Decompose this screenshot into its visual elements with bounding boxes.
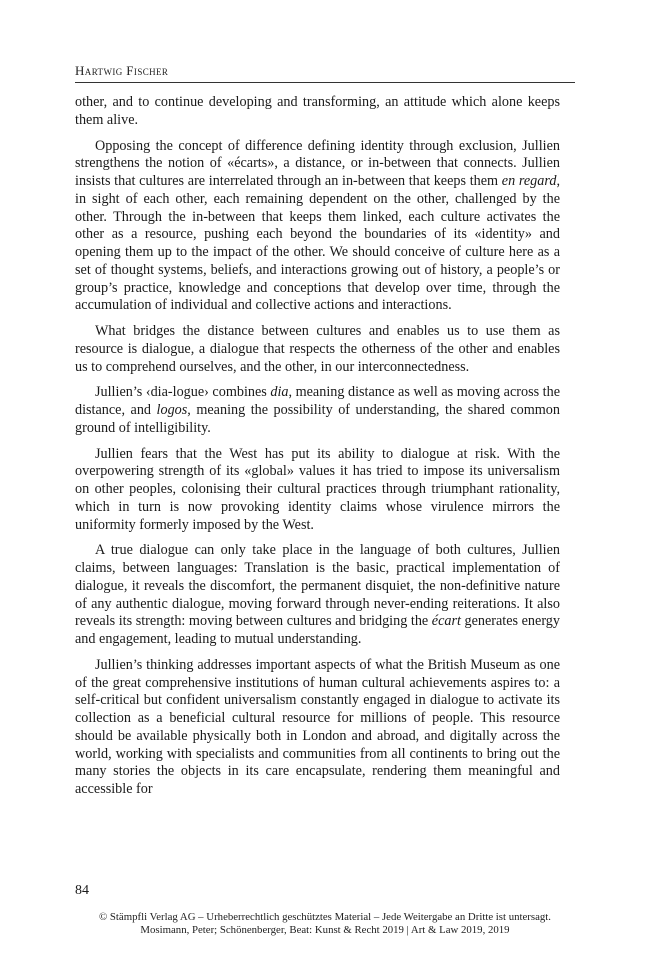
copyright-line: © Stämpfli Verlag AG – Urheberrechtlich geschütztes Material – Jede Weitergabe an Dritte ist untersagt. (99, 911, 551, 923)
italic-text: dia (270, 384, 289, 401)
body-text (75, 94, 560, 807)
paragraph (75, 94, 560, 130)
italic-text: logos (156, 402, 188, 418)
running-head: Hartwig Fischer (75, 63, 169, 78)
paragraph (75, 384, 560, 437)
text-run: What bridges the distance between cultures and enables us to use them as resource is dialogue, a dialogue that respects the otherness of the other and enables us to comprehend ourselves, and the other, in our interconnectedness. (75, 323, 560, 375)
text-run: Jullien fears that the West has put its ability to dialogue at risk. With the overpowering strength of its «global» values it has tried to impose its universalism on other peoples, colonising their cultural practices through triumphant rationality, which in turn is now provoking identity claims whose virulence mirrors the uniformity formerly imposed by the West. (75, 445, 560, 533)
text-run: , meaning distance as well as moving across the distance, and (75, 384, 560, 418)
text-run: other, and to continue developing and transforming, an attitude which alone keeps them alive. (75, 94, 560, 128)
paragraph (75, 657, 560, 799)
paragraph (75, 446, 560, 535)
text-run: generates energy and engagement, leading to mutual understanding. (75, 613, 560, 647)
header-rule (75, 82, 575, 83)
text-run: , in sight of each other, each remaining dependent on the other, challenged by the other. Through the in-between that keeps them linked, each culture activates the other as a resource, pushing each beyond the boundaries of its «identity» and opening them up to the impact of the other. We should conceive of culture here as a set of thought systems, beliefs, and interactions growing out of history, a people’s or group’s practice, knowledge and conceptions that develop over time, through the accumulation of individual and collective actions and interactions. (75, 173, 561, 314)
text-run: A true dialogue can only take place in the language of both cultures, Jullien claims, between languages: Translation is the basic, practical implementation of dialogue, it reveals the discomfort, the permanent disquiet, the non-definitive nature of any authentic dialogue, moving forward through never-ending reiterations. It also reveals its strength: moving between cultures and bridging the (75, 542, 560, 630)
text-run: Opposing the concept of difference defining identity through exclusion, Jullien strengthens the notion of «écarts», a distance, or in-between that connects. Jullien insists that cultures are interrelated through an in-between that keeps them (75, 137, 560, 189)
copyright-notice (0, 911, 650, 937)
text-run: , meaning the possibility of understanding, the shared common ground of intelligibility. (75, 402, 560, 436)
page-number: 84 (75, 883, 89, 898)
text-run: Jullien’s thinking addresses important aspects of what the British Museum as one of the great comprehensive institutions of human cultural achievements aspires to: a self-critical but confident universalism constantly engaged in dialogue to activate its collection as a beneficial cultural resource for millions of people. This resource should be available physically both in London and abroad, and digitally across the world, working with specialists and communities from all continents to bring out the many stories the objects in its care encapsulate, rendering them meaningful and accessible for (75, 656, 560, 797)
italic-text: en regard (501, 173, 557, 189)
paragraph (75, 138, 560, 316)
italic-text: écart (431, 613, 461, 630)
paragraph (75, 542, 560, 649)
paragraph (75, 323, 560, 376)
citation-line: Mosimann, Peter; Schönenberger, Beat: Kunst & Recht 2019 | Art & Law 2019, 2019 (140, 924, 510, 936)
text-run: Jullien’s ‹dia-logue› combines (95, 384, 271, 401)
